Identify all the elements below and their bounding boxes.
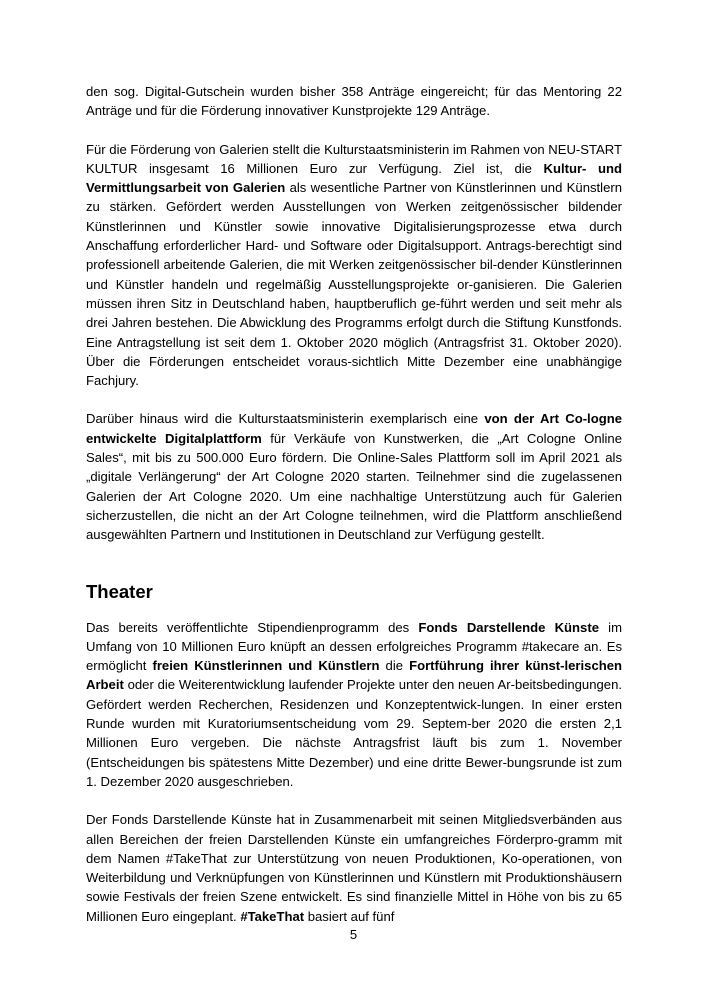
bold-text-run: freien Künstlerinnen und Künstlern: [152, 658, 380, 674]
document-body: [86, 82, 622, 945]
bold-text-run: #TakeThat: [240, 908, 305, 924]
paragraph-art-cologne: [86, 409, 622, 544]
paragraph-digital-gutschein: [86, 82, 622, 121]
text-run: Das bereits veröffentlichte Stipendienprogramm des: [86, 619, 419, 635]
bold-text-run: Kultur- und Vermittlungsarbeit von Galerien: [86, 160, 622, 196]
section-heading-theater: Theater: [86, 580, 153, 602]
paragraph-stipendienprogramm: [86, 618, 622, 792]
text-run: für Verkäufe von Kunstwerken, die „Art Cologne Online Sales“, mit bis zu 500.000 Euro fördern. Die Online-Sales Plattform soll im April 2021 als „digitale Verlängerung“ der Art Cologne 2020 starten. Teilnehmer sind die zugelassenen Galerien der Art Cologne 2020. Um eine nachhaltige Unterstützung auch für Galerien sicherzustellen, die nicht an der Art Cologne teilnehmen, wird die Plattform anschließend ausgewählten Partnern und Institutionen in Deutschland zur Verfügung gestellt.: [86, 430, 622, 543]
text-run: im Umfang von 10 Millionen Euro knüpft an dessen erfolgreiches Programm #takecare an. Es ermöglicht: [86, 619, 622, 674]
text-run: Darüber hinaus wird die Kulturstaatsministerin exemplarisch eine: [86, 411, 485, 427]
text-run: als wesentliche Partner von Künstlerinnen und Künstlern zu stärken. Gefördert werden Ausstellungen von Werken zeitgenössischer bildender Künstlerinnen und Künstler sowie innovative Digitalisierungsprozesse etwa durch Anschaffung erforderlicher Hard- und Software oder Digitalsupport. Antrags-berechtigt sind professionell arbeitende Galerien, die mit Werken zeitgenössischer bil-dender Künstlerinnen und Künstler handeln und regelmäßig Ausstellungsprojekte or-ganisieren. Die Galerien müssen ihren Sitz in Deutschland haben, hauptberuflich ge-führt werden und seit mehr als drei Jahren bestehen. Die Abwicklung des Programms erfolgt durch die Stiftung Kunstfonds. Eine Antragstellung ist seit dem 1. Oktober 2020 möglich (Antragsfrist 31. Oktober 2020). Über die Förderungen entscheidet voraus-sichtlich Mitte Dezember eine unabhängige Fachjury.: [86, 180, 622, 389]
text-run: basiert auf fünf: [304, 908, 395, 924]
paragraph-takethat: [86, 810, 622, 926]
page-number: 5: [349, 927, 358, 942]
text-run: Für die Förderung von Galerien stellt die Kulturstaatsministerin im Rahmen von NEU-START KULTUR insgesamt 16 Millionen Euro zur Verfügung. Ziel ist, die: [86, 141, 622, 176]
bold-text-run: von der Art Co-logne entwickelte Digitalplattform: [86, 411, 622, 446]
text-run: oder die Weiterentwicklung laufender Projekte unter den neuen Ar-beitsbedingungen. Gefördert werden Recherchen, Residenzen und Konzeptentwick-lungen. In einer ersten Runde wurden mit Kuratoriumsentscheidung vom 29. Septem-ber 2020 die ersten 2,1 Millionen Euro vergeben. Die nächste Antragsfrist läuft bis zum 1. November (Entscheidungen bis spätestens Mitte Dezember) und eine dritte Bewer-bungsrunde ist zum 1. Dezember 2020 ausgeschrieben.: [86, 677, 622, 789]
text-run: Der Fonds Darstellende Künste hat in Zusammenarbeit mit seinen Mitgliedsverbänden aus allen Bereichen der freien Darstellenden Künste ein umfangreiches Förderpro-gramm mit dem Namen #TakeThat zur Unterstützung von neuen Produktionen, Ko-operationen, von Weiterbildung und Verknüpfungen von Künstlerinnen und Künstlern mit Produktionshäusern sowie Festivals der freien Szene entwickelt. Es sind finanzielle Mittel in Höhe von bis zu 65 Millionen Euro eingeplant.: [86, 812, 622, 924]
bold-text-run: Fonds Darstellende Künste: [418, 619, 599, 635]
paragraph-galerien-foerderung: [86, 140, 622, 391]
bold-text-run: Fortführung ihrer künst-lerischen Arbeit: [86, 658, 622, 693]
text-run: den sog. Digital-Gutschein wurden bisher 358 Anträge eingereicht; für das Mentoring 22 Anträge und für die Förderung innovativer Kunstprojekte 129 Anträge.: [86, 84, 622, 119]
text-run: die: [379, 658, 410, 674]
